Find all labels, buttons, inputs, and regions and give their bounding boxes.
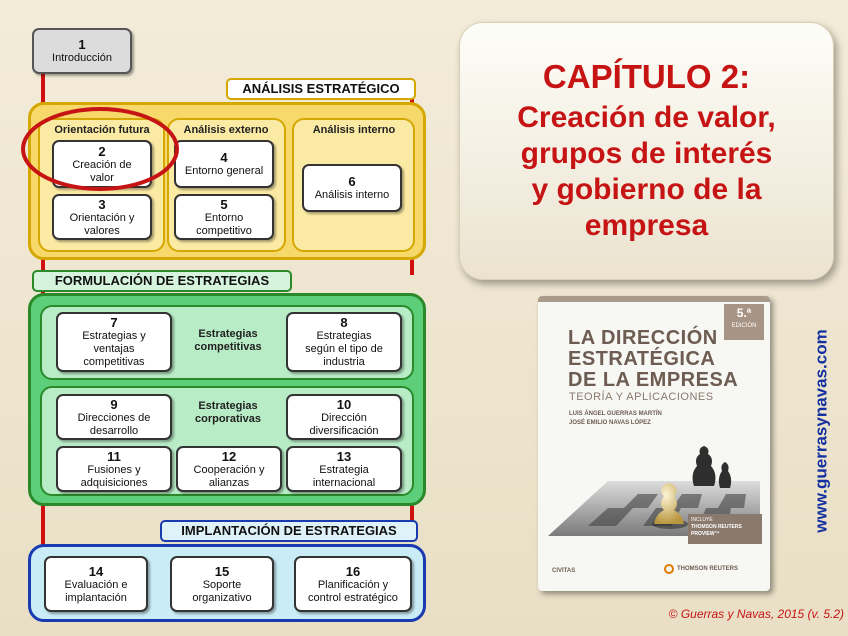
cover-top-strip xyxy=(538,296,770,302)
chapter-4-general-environment-box[interactable] xyxy=(174,140,274,188)
publisher-thomson-reuters xyxy=(664,564,738,574)
chapter-label: Cooperación y alianzas xyxy=(193,463,265,489)
edition-number: 5.ª xyxy=(736,306,752,320)
chapter-11-mergers-box[interactable] xyxy=(56,446,172,492)
chapter-number: 11 xyxy=(107,448,121,464)
chapter-6-internal-analysis-box[interactable] xyxy=(302,164,402,212)
chapter-7-competitive-advantages-box[interactable] xyxy=(56,312,172,372)
chapter-number: 1 xyxy=(78,37,86,52)
implantacion-estrategias-title: IMPLANTACIÓN DE ESTRATEGIAS xyxy=(160,520,418,542)
proview-badge-line-2: THOMSON REUTERS xyxy=(691,524,742,530)
chapter-number: 6 xyxy=(348,174,356,189)
book-title-line-1: LA DIRECCIÓN xyxy=(568,327,718,349)
chapter-title-line-4: empresa xyxy=(584,209,709,242)
formulacion-estrategias-title: FORMULACIÓN DE ESTRATEGIAS xyxy=(32,270,292,292)
chapter-number: 16 xyxy=(345,563,361,579)
edition-label: EDICIÓN xyxy=(731,323,757,329)
chapter-16-planning-control-box[interactable] xyxy=(294,556,412,612)
proview-badge-line-1: INCLUYE xyxy=(691,517,713,523)
analisis-interno-title: Análisis interno xyxy=(312,124,396,136)
chapter-label: Fusiones y adquisiciones xyxy=(80,463,148,489)
chapter-9-development-directions-box[interactable] xyxy=(56,394,172,440)
chapter-label: Soporte organizativo xyxy=(192,578,252,604)
chapter-label: Planificación y control estratégico xyxy=(308,578,398,604)
publisher-civitas: CIVITAS xyxy=(552,568,576,574)
website-link[interactable]: www.guerrasynavas.com xyxy=(812,329,831,533)
chapter-label: Dirección diversificación xyxy=(309,411,379,437)
chapter-label: Orientación y valores xyxy=(69,211,135,237)
chapter-number: 12 xyxy=(221,448,237,464)
chapter-title-panel xyxy=(459,22,834,280)
chapter-14-evaluation-box[interactable] xyxy=(44,556,148,612)
chapter-12-cooperation-box[interactable] xyxy=(176,446,282,492)
analisis-externo-title: Análisis externo xyxy=(183,124,269,136)
book-author-1: LUIS ÁNGEL GUERRAS MARTÍN xyxy=(569,411,662,417)
chapter-number: 5 xyxy=(220,196,228,212)
book-cover-image xyxy=(538,296,770,591)
chapter-number: 2 xyxy=(98,143,106,159)
chapter-15-organizational-support-box[interactable] xyxy=(170,556,274,612)
book-title-line-3: DE LA EMPRESA xyxy=(568,369,739,391)
chapter-number: 9 xyxy=(110,396,118,412)
chapter-label: Análisis interno xyxy=(314,189,390,201)
chapter-label: Estrategia internacional xyxy=(312,463,376,489)
chapter-3-orientation-values-box[interactable] xyxy=(52,194,152,240)
chapter-heading: CAPÍTULO 2: xyxy=(542,58,751,95)
chapter-8-industry-type-box[interactable] xyxy=(286,312,402,372)
edition-badge xyxy=(724,304,764,340)
chapter-label: Introducción xyxy=(52,52,112,64)
book-title-line-2: ESTRATÉGICA xyxy=(568,348,716,370)
chapter-label: Entorno general xyxy=(184,165,264,177)
chapter-10-diversification-box[interactable] xyxy=(286,394,402,440)
chapter-label: Estrategias y ventajas competitivas xyxy=(82,330,146,368)
thomson-reuters-logo-icon xyxy=(664,564,674,574)
chapter-label: Creación de valor xyxy=(72,158,132,184)
estrategias-competitivas-label: Estrategias competitivas xyxy=(194,328,262,353)
chapter-number: 14 xyxy=(88,563,104,579)
chapter-title-line-2: grupos de interés xyxy=(520,137,773,170)
chapter-number: 10 xyxy=(336,396,352,412)
chapter-label: Evaluación e implantación xyxy=(64,578,128,604)
proview-badge xyxy=(688,514,762,544)
orientacion-futura-title: Orientación futura xyxy=(54,124,150,136)
chapter-number: 3 xyxy=(98,196,106,212)
chapter-label: Direcciones de desarrollo xyxy=(77,411,151,437)
chapter-1-introduction-box[interactable] xyxy=(32,28,132,74)
chapter-13-international-box[interactable] xyxy=(286,446,402,492)
thomson-reuters-label: THOMSON REUTERS xyxy=(677,566,739,572)
chapter-number: 8 xyxy=(340,315,348,330)
book-author-2: JOSÉ EMILIO NAVAS LÓPEZ xyxy=(569,420,651,426)
chapter-number: 4 xyxy=(220,150,228,165)
copyright-note: © Guerras y Navas, 2015 (v. 5.2) xyxy=(668,607,844,621)
website-vertical[interactable] xyxy=(807,300,837,562)
chapter-number: 15 xyxy=(214,563,230,579)
book-subtitle: TEORÍA Y APLICACIONES xyxy=(569,391,714,403)
chapter-label: Entorno competitivo xyxy=(196,211,252,237)
chapter-number: 13 xyxy=(336,448,352,464)
chapter-title-line-3: y gobierno de la xyxy=(531,173,762,206)
proview-badge-line-3: PROVIEW™ xyxy=(691,531,720,537)
chapter-number: 7 xyxy=(110,315,118,330)
highlight-circle xyxy=(18,102,183,197)
analisis-estrategico-title: ANÁLISIS ESTRATÉGICO xyxy=(226,78,416,100)
chapter-title-line-1: Creación de valor, xyxy=(517,101,776,134)
estrategias-corporativas-label: Estrategias corporativas xyxy=(194,400,262,425)
chapter-label: Estrategias según el tipo de industria xyxy=(305,330,383,368)
chapter-5-competitive-environment-box[interactable] xyxy=(174,194,274,240)
